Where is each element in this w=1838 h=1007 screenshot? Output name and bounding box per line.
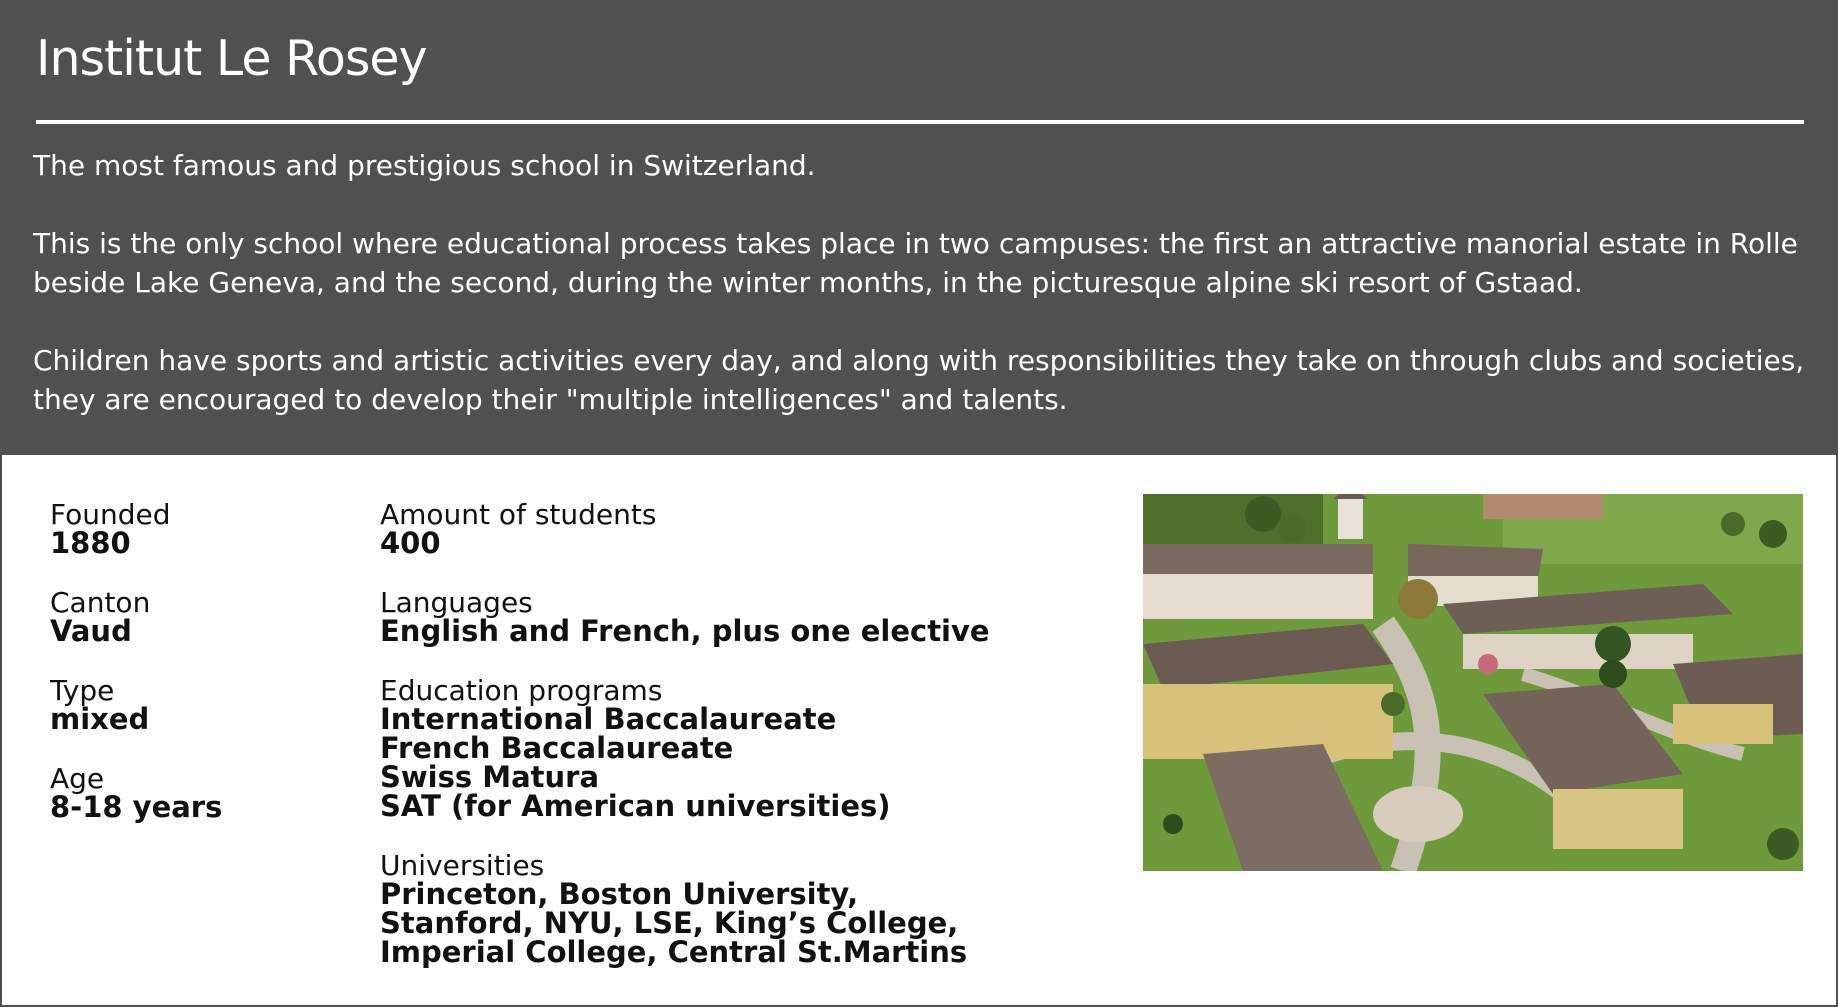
founded-label: Founded: [50, 498, 171, 531]
canton-field: [50, 588, 350, 646]
students-value: 400: [380, 526, 441, 560]
founded-value: 1880: [50, 526, 131, 560]
intro-paragraph: Children have sports and artistic activities every day, and along with responsibilities they take on through clubs and societies, they are encouraged to develop their "multiple intelligences" and talents.: [33, 344, 1805, 416]
universities-label: Universities: [380, 849, 545, 882]
campus-aerial-illustration: [1143, 494, 1803, 871]
details-column-left: [50, 500, 350, 852]
title-divider: [36, 120, 1804, 124]
universities-line: Imperial College, Central St.Martins: [380, 935, 968, 969]
program-item: International Baccalaureate: [380, 702, 837, 736]
intro-paragraph: The most famous and prestigious school in Switzerland.: [33, 149, 816, 182]
age-value: 8-18 years: [50, 790, 223, 824]
type-value: mixed: [50, 702, 150, 736]
type-field: [50, 676, 350, 734]
languages-field: [380, 588, 1100, 646]
school-details-card: [2, 455, 1836, 1005]
program-item: SAT (for American universities): [380, 789, 891, 823]
campus-aerial-photo: [1143, 494, 1803, 871]
details-column-right: [380, 500, 1100, 997]
program-item: Swiss Matura: [380, 760, 600, 794]
header-section: [0, 0, 1838, 455]
languages-value: English and French, plus one elective: [380, 614, 990, 648]
universities-line: Princeton, Boston University,: [380, 877, 859, 911]
program-item: French Baccalaureate: [380, 731, 734, 765]
programs-label: Education programs: [380, 674, 663, 707]
canton-label: Canton: [50, 586, 151, 619]
programs-field: [380, 676, 1100, 821]
universities-line: Stanford, NYU, LSE, King’s College,: [380, 906, 959, 940]
universities-field: [380, 851, 1100, 967]
type-label: Type: [50, 674, 115, 707]
languages-label: Languages: [380, 586, 533, 619]
students-field: [380, 500, 1100, 558]
intro-text: [33, 146, 1808, 458]
founded-field: [50, 500, 350, 558]
page-title: Institut Le Rosey: [36, 30, 427, 87]
intro-paragraph: This is the only school where educational process takes place in two campuses: the first an attractive manorial estate in Rolle beside Lake Geneva, and the second, during the winter months, in the picturesque alpine ski resort of Gstaad.: [33, 227, 1798, 299]
age-label: Age: [50, 762, 105, 795]
students-label: Amount of students: [380, 498, 657, 531]
canton-value: Vaud: [50, 614, 132, 648]
age-field: [50, 764, 350, 822]
